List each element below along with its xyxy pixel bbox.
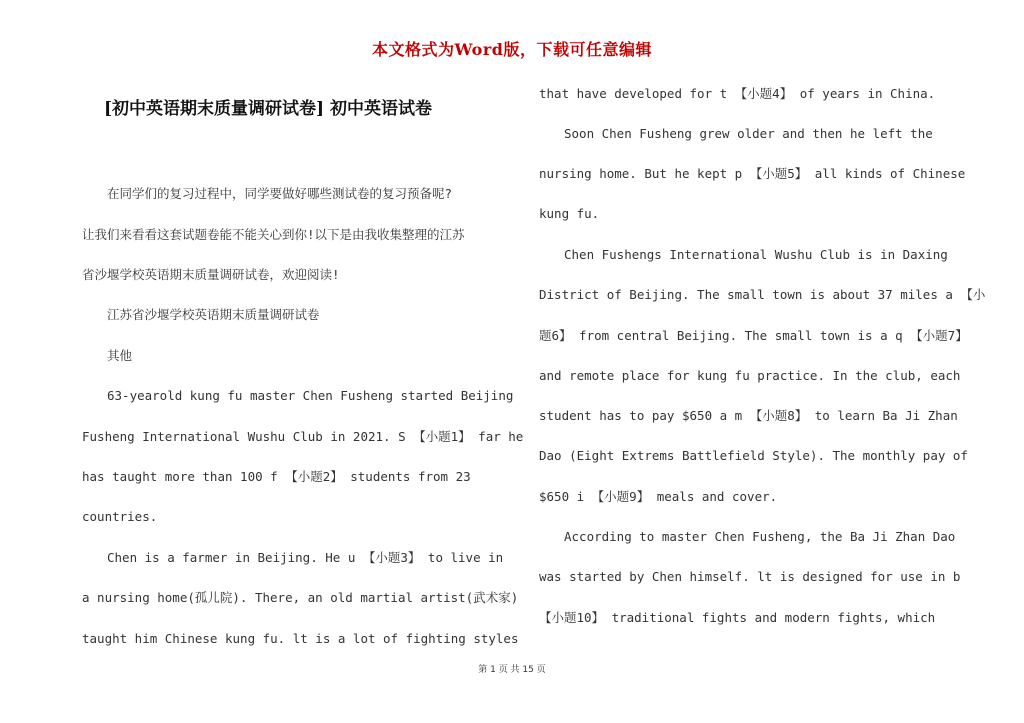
body-line: District of Beijing. The small town is about 37 miles a 【小	[539, 287, 986, 302]
page-number: 第 1 页 共 15 页	[478, 665, 546, 675]
body-line: 省沙堰学校英语期末质量调研试卷，欢迎阅读!	[82, 267, 340, 282]
body-line: and remote place for kung fu practice. In the club, each	[539, 368, 961, 383]
body-line: nursing home. But he kept p 【小题5】 all kinds of Chinese	[539, 166, 966, 181]
body-line: 在同学们的复习过程中，同学要做好哪些测试卷的复习预备呢?	[82, 186, 453, 201]
document-title: [初中英语期末质量调研试卷] 初中英语试卷	[104, 99, 433, 119]
body-line: 让我们来看看这套试题卷能不能关心到你!以下是由我收集整理的江苏	[82, 227, 465, 242]
body-line: 63-yearold kung fu master Chen Fusheng started Beijing	[82, 388, 514, 403]
body-line: countries.	[82, 509, 158, 524]
body-line: has taught more than 100 f 【小题2】 students from 23	[82, 469, 471, 484]
word-format-banner: 本文格式为Word版，下载可任意编辑	[372, 40, 652, 59]
body-line: Chen is a farmer in Beijing. He u 【小题3】 to live in	[82, 550, 504, 565]
body-line: 【小题10】 traditional fights and modern fights, which	[539, 610, 936, 625]
body-line: Soon Chen Fusheng grew older and then he left the	[539, 126, 933, 141]
body-line: that have developed for t 【小题4】 of years in China.	[539, 86, 936, 101]
body-line: $650 i 【小题9】 meals and cover.	[539, 489, 778, 504]
body-line: taught him Chinese kung fu. lt is a lot of fighting styles	[82, 631, 519, 646]
body-line: kung fu.	[539, 206, 600, 221]
body-line: student has to pay $650 a m 【小题8】 to learn Ba Ji Zhan	[539, 408, 958, 423]
body-line: According to master Chen Fusheng, the Ba Ji Zhan Dao	[539, 529, 956, 544]
body-line: Dao (Eight Extrems Battlefield Style). The monthly pay of	[539, 448, 968, 463]
body-line: a nursing home(孤儿院). There, an old martial artist(武术家)	[82, 590, 519, 605]
body-line: Fusheng International Wushu Club in 2021. S 【小题1】 far he	[82, 429, 524, 444]
body-line: 江苏省沙堰学校英语期末质量调研试卷	[82, 307, 320, 322]
body-line: 题6】 from central Beijing. The small town is a q 【小题7】	[539, 328, 968, 343]
body-line: Chen Fushengs International Wushu Club is in Daxing	[539, 247, 948, 262]
body-line: 其他	[82, 348, 133, 363]
body-line: was started by Chen himself. lt is designed for use in b	[539, 569, 961, 584]
